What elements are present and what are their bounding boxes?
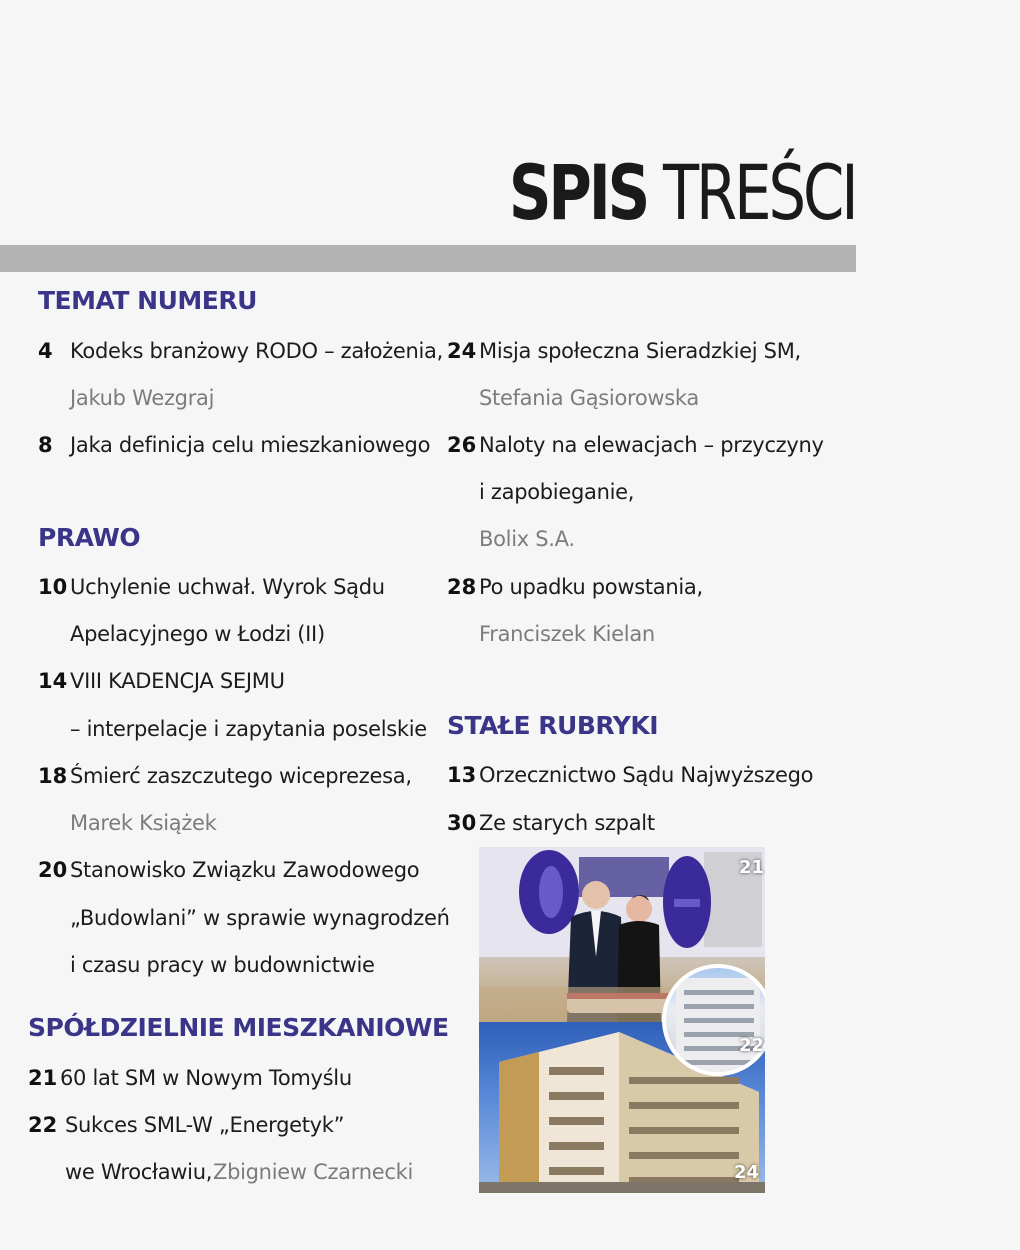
toc-page-number: 14 (38, 669, 68, 693)
toc-page-number: 21 (28, 1066, 58, 1090)
toc-entry-author: Franciszek Kielan (479, 622, 655, 646)
header-divider-bar (0, 245, 856, 272)
toc-entry-title-cont[interactable]: – interpelacje i zapytania poselskie (70, 717, 427, 741)
photo-badge-21: 21 (739, 857, 765, 878)
toc-page-number: 26 (447, 433, 477, 457)
photo-collage (479, 847, 765, 1193)
toc-entry-title[interactable]: 60 lat SM w Nowym Tomyślu (60, 1066, 352, 1090)
toc-entry-author: Bolix S.A. (479, 527, 575, 551)
toc-entry-author: Jakub Wezgraj (70, 386, 215, 410)
photo-badge-22: 22 (739, 1035, 765, 1056)
toc-entry-title-cont[interactable]: „Budowlani” w sprawie wynagrodzeń (70, 906, 450, 930)
toc-page-number: 30 (447, 811, 477, 835)
toc-entry-title-cont[interactable]: i zapobieganie, (479, 480, 635, 504)
toc-entry-title-cont[interactable]: we Wrocławiu, (65, 1160, 213, 1184)
toc-entry-title[interactable]: Stanowisko Związku Zawodowego (70, 858, 420, 882)
toc-page-number: 28 (447, 575, 477, 599)
toc-entry-author: Stefania Gąsiorowska (479, 386, 699, 410)
toc-page-number: 8 (38, 433, 53, 457)
toc-entry-title-cont[interactable]: Apelacyjnego w Łodzi (II) (70, 622, 325, 646)
building-inset-photo (662, 964, 765, 1076)
section-heading-stale: STAŁE RUBRYKI (447, 711, 659, 740)
toc-entry-title[interactable]: VIII KADENCJA SEJMU (70, 669, 285, 693)
toc-page-number: 10 (38, 575, 68, 599)
section-heading-temat: TEMAT NUMERU (38, 286, 257, 315)
building-inset-scene (666, 968, 765, 1072)
page-title (509, 148, 856, 238)
toc-page-number: 24 (447, 339, 477, 363)
toc-page-number: 20 (38, 858, 68, 882)
toc-entry-title[interactable]: Orzecznictwo Sądu Najwyższego (479, 763, 814, 787)
title-thin: TREŚCI (663, 148, 856, 237)
toc-entry-title[interactable]: Naloty na elewacjach – przyczyny (479, 433, 824, 457)
toc-entry-title[interactable]: Po upadku powstania, (479, 575, 703, 599)
toc-entry-title[interactable]: Sukces SML-W „Energetyk” (65, 1113, 345, 1137)
toc-entry-title[interactable]: Uchylenie uchwał. Wyrok Sądu (70, 575, 385, 599)
toc-entry-title-cont[interactable]: i czasu pracy w budownictwie (70, 953, 375, 977)
section-heading-spoldzielnie: SPÓŁDZIELNIE MIESZKANIOWE (28, 1013, 449, 1042)
toc-entry-title[interactable]: Śmierć zaszczutego wiceprezesa, (70, 764, 412, 788)
toc-entry-title[interactable]: Kodeks branżowy RODO – założenia, (70, 339, 444, 363)
toc-entry-title[interactable]: Misja społeczna Sieradzkiej SM, (479, 339, 801, 363)
toc-entry-title[interactable]: Ze starych szpalt (479, 811, 655, 835)
toc-page-number: 22 (28, 1113, 58, 1137)
title-bold: SPIS (509, 148, 648, 237)
photo-badge-24: 24 (734, 1162, 760, 1183)
toc-entry-author: Zbigniew Czarnecki (213, 1160, 413, 1184)
toc-page-number: 18 (38, 764, 68, 788)
toc-page-number: 4 (38, 339, 53, 363)
toc-page-number: 13 (447, 763, 477, 787)
toc-entry-author: Marek Książek (70, 811, 217, 835)
section-heading-prawo: PRAWO (38, 523, 141, 552)
toc-entry-title[interactable]: Jaka definicja celu mieszkaniowego (70, 433, 431, 457)
